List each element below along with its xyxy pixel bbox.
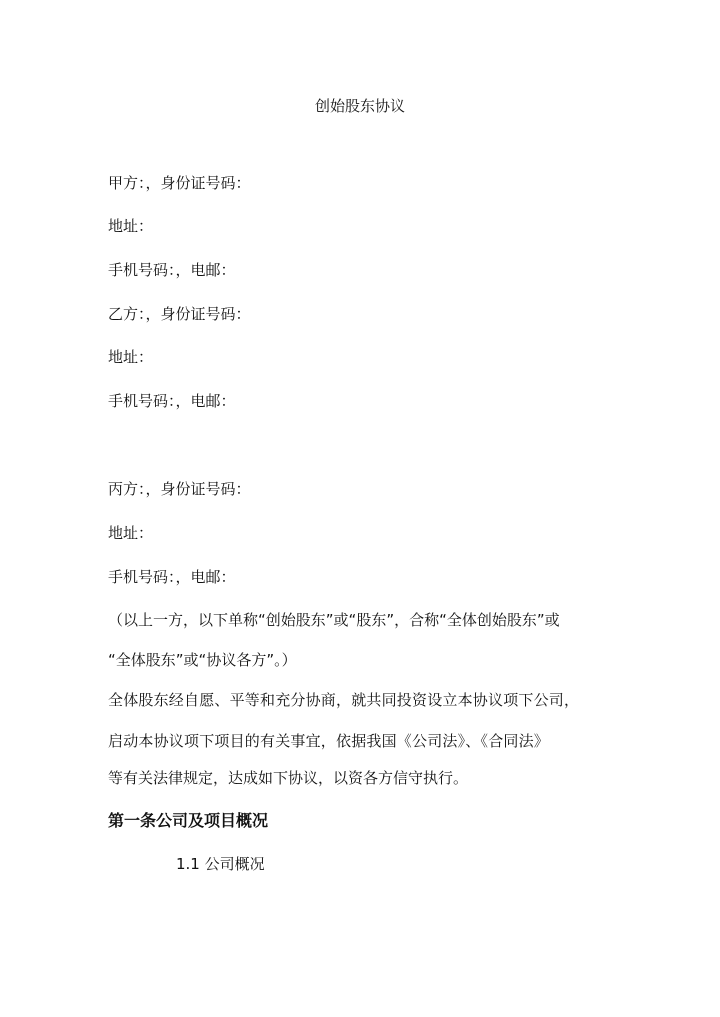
- intro-paragraph-line-1: 全体股东经自愿、平等和充分协商，就共同投资设立本协议项下公司，: [108, 691, 580, 709]
- party-b-address: 地址：: [108, 348, 154, 366]
- party-c-address: 地址：: [108, 524, 154, 542]
- parties-note-line-2: “全体股东”或“协议各方”。）: [108, 651, 297, 669]
- article-1-heading: 第一条公司及项目概况: [108, 811, 269, 830]
- party-c-id-line: 丙方：，身份证号码：: [108, 480, 251, 498]
- intro-paragraph-line-2: 启动本协议项下项目的有关事宜，依据我国《公司法》、《合同法》: [108, 732, 550, 750]
- party-b-id-line: 乙方：，身份证号码：: [108, 305, 251, 323]
- parties-note-line-1: （以上一方，以下单称“创始股东”或“股东”，合称“全体创始股东”或: [108, 611, 560, 629]
- party-a-id-line: 甲方：，身份证号码：: [108, 174, 251, 192]
- party-a-address: 地址：: [108, 217, 154, 235]
- party-c-contact: 手机号码：，电邮：: [108, 568, 236, 586]
- party-a-contact: 手机号码：，电邮：: [108, 261, 236, 279]
- section-1-1-heading: 1.1 公司概况: [176, 855, 265, 873]
- intro-paragraph-line-3: 等有关法律规定，达成如下协议，以资各方信守执行。: [108, 769, 469, 787]
- document-title: 创始股东协议: [314, 97, 405, 115]
- party-b-contact: 手机号码：，电邮：: [108, 392, 236, 410]
